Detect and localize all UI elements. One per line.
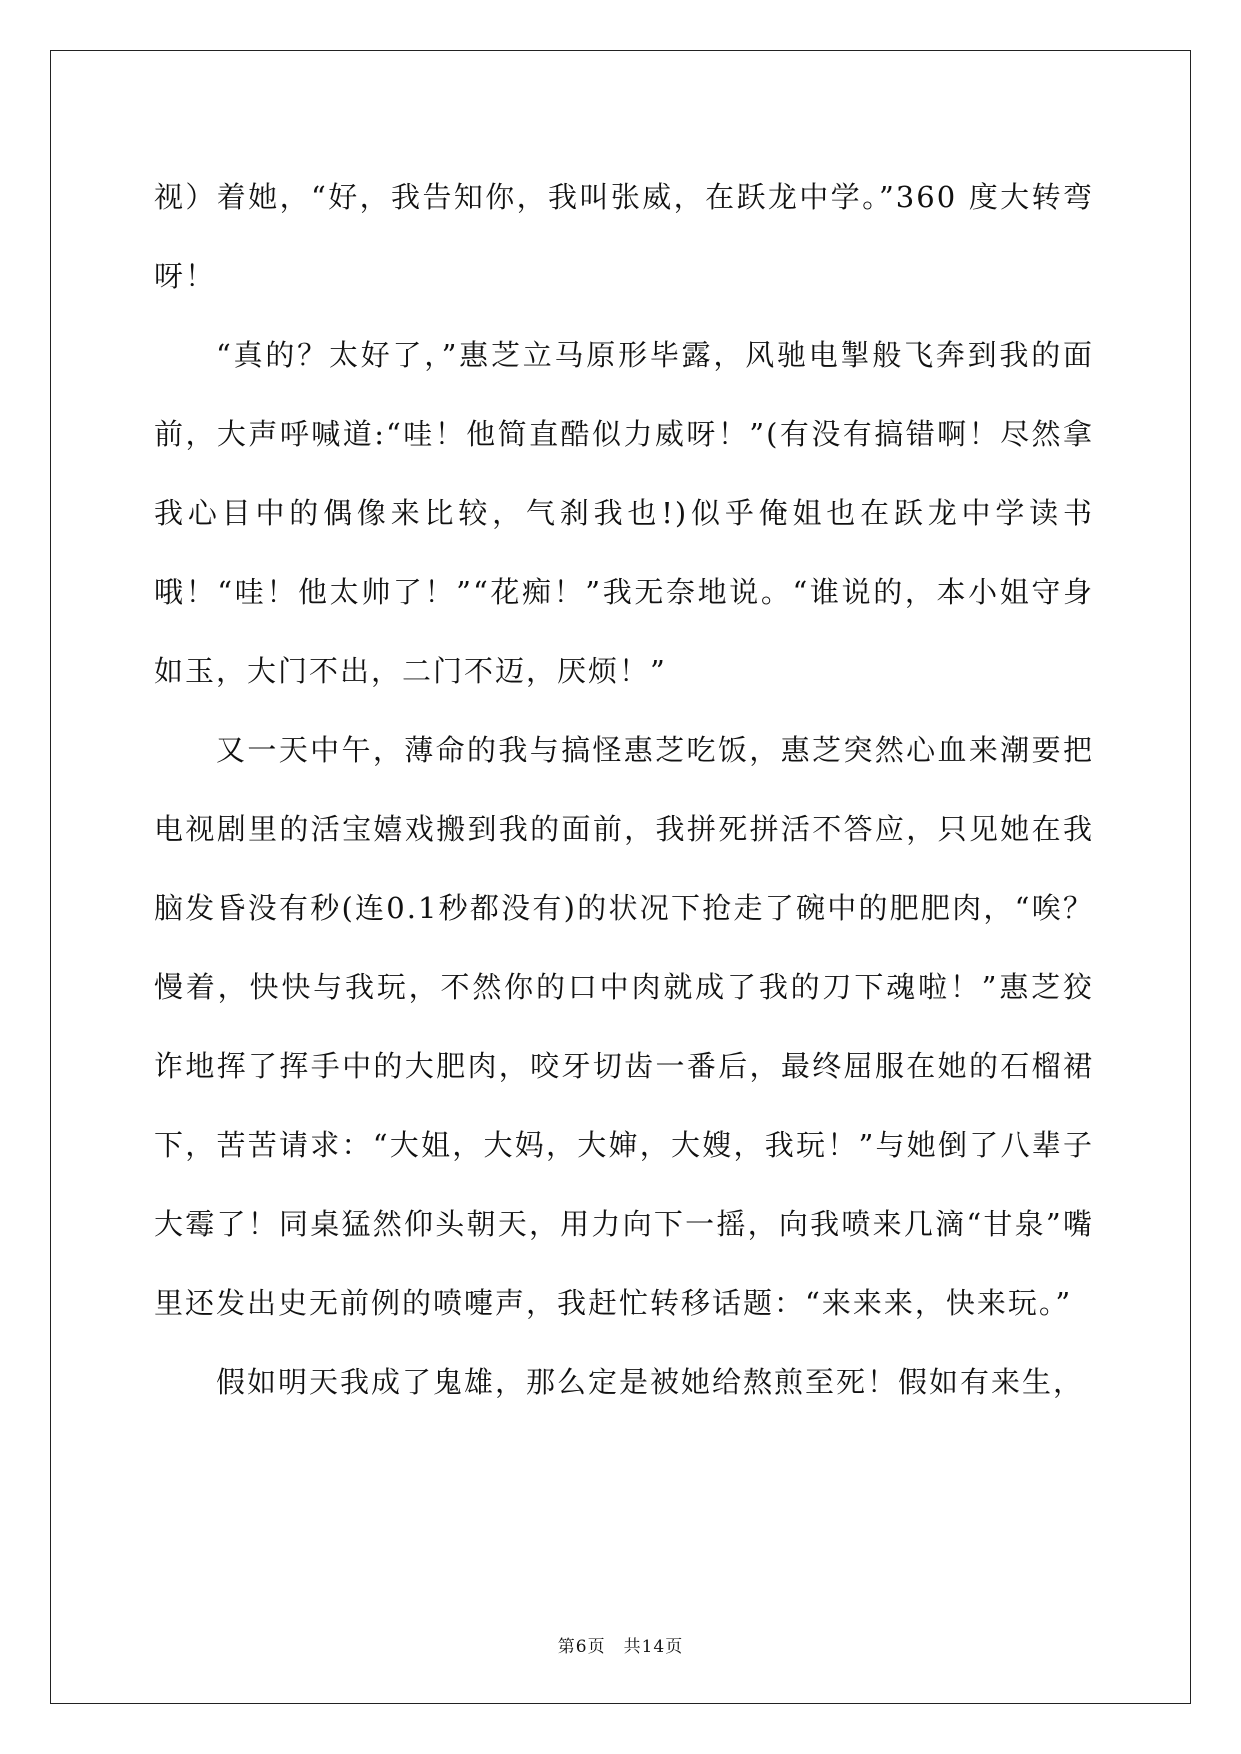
paragraph-1: 视）着她，“好，我告知你，我叫张威，在跃龙中学。”360 度大转弯呀！ [154, 180, 1094, 293]
page-total: 共14页 [623, 1637, 684, 1657]
paragraph-2: “真的？太好了，”惠芝立马原形毕露，风驰电掣般飞奔到我的面前，大声呼喊道:“哇！他简直酷似力威呀！”(有没有搞错啊！尽然拿我心目中的偶像来比较，气刹我也!)似乎俺姐也在跃龙中学读书哦！“哇！他太帅了！”“花痴！”我无奈地说。“谁说的，本小姐守身如玉，大门不出，二门不迈，厌烦！” [154, 338, 1094, 688]
document-body [154, 158, 1094, 1422]
paragraph-3: 又一天中午，薄命的我与搞怪惠芝吃饭，惠芝突然心血来潮要把电视剧里的活宝嬉戏搬到我的面前，我拼死拼活不答应，只见她在我脑发昏没有秒(连0.1秒都没有)的状况下抢走了碗中的肥肥肉，“唉？慢着，快快与我玩，不然你的口中肉就成了我的刀下魂啦！”惠芝狡诈地挥了挥手中的大肥肉，咬牙切齿一番后，最终屈服在她的石榴裙下，苦苦请求：“大姐，大妈，大婶，大嫂，我玩！”与她倒了八辈子大霉了！同桌猛然仰头朝天，用力向下一摇，向我喷来几滴“甘泉”嘴里还发出史无前例的喷嚏声，我赶忙转移话题：“来来来，快来玩。” [154, 733, 1094, 1320]
page-number: 第6页 [557, 1637, 606, 1657]
paragraph-4: 假如明天我成了鬼雄，那么定是被她给熬煎至死！假如有来生， [216, 1365, 1085, 1399]
page-footer [0, 1632, 1241, 1657]
